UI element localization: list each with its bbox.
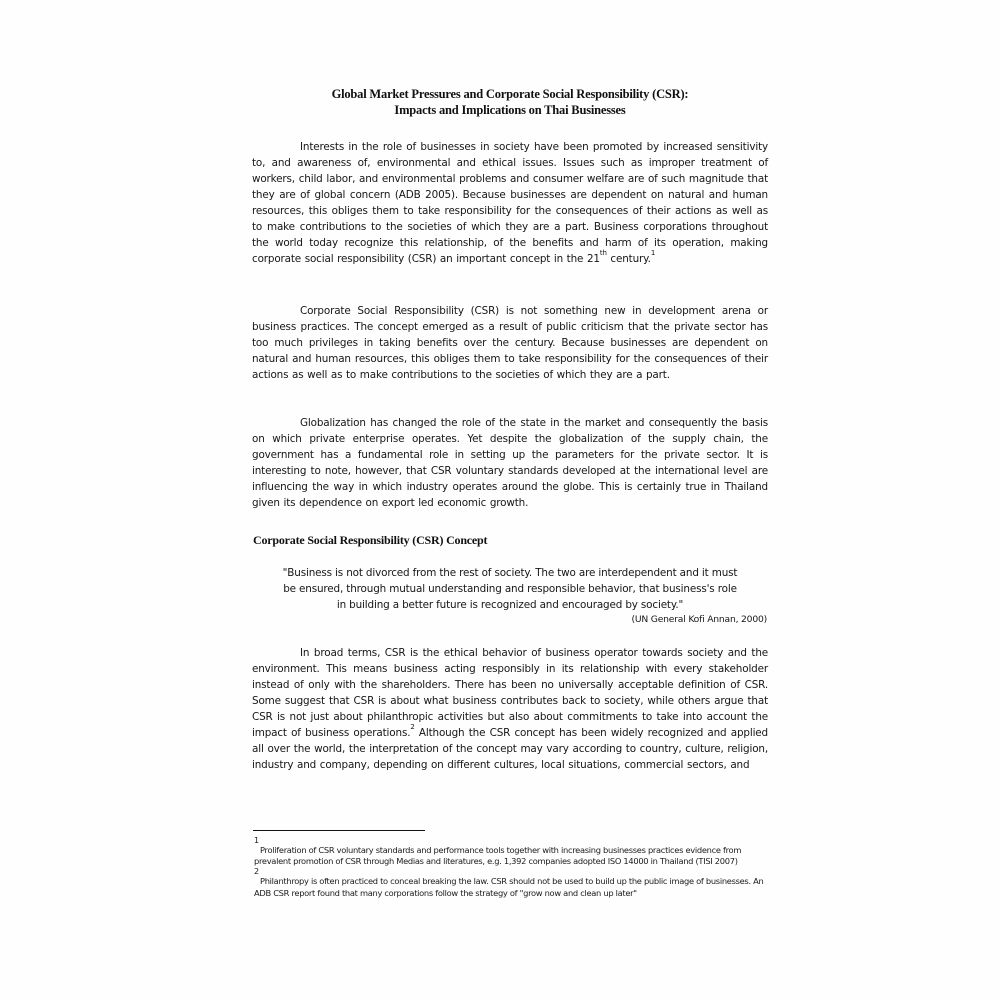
footnote-mark: 1 bbox=[254, 836, 259, 845]
paragraph-globalization bbox=[252, 415, 768, 511]
paragraph-text: Corporate Social Responsibility (CSR) is not something new in development arena or business practices. The concept emerged as a result of public criticism that the private sector has too much privileges in taking benefits over the century. Because businesses are dependent on natural and human resources, this obliges them to take responsibility for the consequences of their actions as well as to make contributions to the societies of which they are a part. bbox=[252, 305, 768, 381]
block-quote bbox=[252, 565, 768, 613]
quote-line-3: in building a better future is recognized and encouraged by society." bbox=[336, 599, 684, 611]
paragraph-text: Interests in the role of businesses in society have been promoted by increased sensitivity to, and awareness of, environmental and ethical issues. Issues such as improper treatment of workers, child labor, and environmental problems and consumer welfare are of such magnitude that they are of global concern (ADB 2005). Because businesses are dependent on natural and human resources, this obliges them to take responsibility for the consequences of their actions as well as to make contributions to the societies of which they are a part. Business corporations throughout the world today recognize this relationship, of the benefits and harm of its operation, making corporate social responsibility (CSR) an important concept in the 21 bbox=[252, 141, 768, 265]
paragraph-intro bbox=[252, 139, 768, 267]
footnote-2 bbox=[254, 867, 774, 898]
quote-line-2: be ensured, through mutual understanding and responsible behavior, that business's role bbox=[283, 583, 737, 595]
paragraph-broad-terms bbox=[252, 645, 768, 773]
paragraph-text-end: century. bbox=[606, 253, 651, 265]
paragraph-text: Globalization has changed the role of the state in the market and consequently the basis on which private enterprise operates. Yet despite the globalization of the supply chain, the government has a fundamental role in setting up the parameters for the private sector. It is interesting to note, however, that CSR voluntary standards developed at the international level are influencing the way in which industry operates around the globe. This is certainly true in Thailand given its dependence on export led economic growth. bbox=[252, 417, 768, 509]
title-line-1: Global Market Pressures and Corporate Social Responsibility (CSR): bbox=[331, 87, 689, 101]
paragraph-csr-not-new bbox=[252, 303, 768, 383]
footnote-ref-2[interactable]: 2 bbox=[410, 723, 415, 731]
footnote-ref-1[interactable]: 1 bbox=[650, 249, 656, 257]
footnote-mark: 2 bbox=[254, 867, 259, 877]
footnotes bbox=[254, 836, 774, 899]
footnote-separator bbox=[253, 830, 425, 831]
document-title bbox=[252, 86, 768, 118]
quote-source: (UN General Kofi Annan, 2000) bbox=[631, 614, 767, 625]
quote-line-1: "Business is not divorced from the rest of society. The two are interdependent and it must bbox=[282, 567, 738, 579]
section-heading: Corporate Social Responsibility (CSR) Concept bbox=[253, 533, 488, 547]
paragraph-text: In broad terms, CSR is the ethical behavior of business operator towards society and the environment. This means business acting responsibly in its relationship with every stakeholder instead of only with the shareholders. There has been no universally acceptable definition of CSR. Some suggest that CSR is about what business contributes back to society, while others argue that CSR is not just about philanthropic activities but also about commitments to take into account the impact of business operations. bbox=[252, 647, 768, 739]
footnote-1 bbox=[254, 836, 774, 867]
title-line-2: Impacts and Implications on Thai Businesses bbox=[394, 103, 626, 117]
footnote-text: Proliferation of CSR voluntary standards and performance tools together with increasing businesses practices evidence from prevalent promotion of CSR through Medias and literatures, e.g. 1,392 companies adopted ISO 14000 in Thailand (TISI 2007) bbox=[254, 845, 742, 867]
paragraph-text-continued: Although the CSR concept has been widely recognized and applied all over the world, the interpretation of the concept may vary according to country, culture, religion, industry and company, depending on different cultures, local situations, commercial sectors, and bbox=[252, 727, 768, 771]
footnote-text: Philanthropy is often practiced to conceal breaking the law. CSR should not be used to build up the public image of businesses. An ADB CSR report found that many corporations follow the strategy of "grow now and clean up later" bbox=[254, 876, 764, 898]
superscript-th: th bbox=[599, 249, 607, 257]
